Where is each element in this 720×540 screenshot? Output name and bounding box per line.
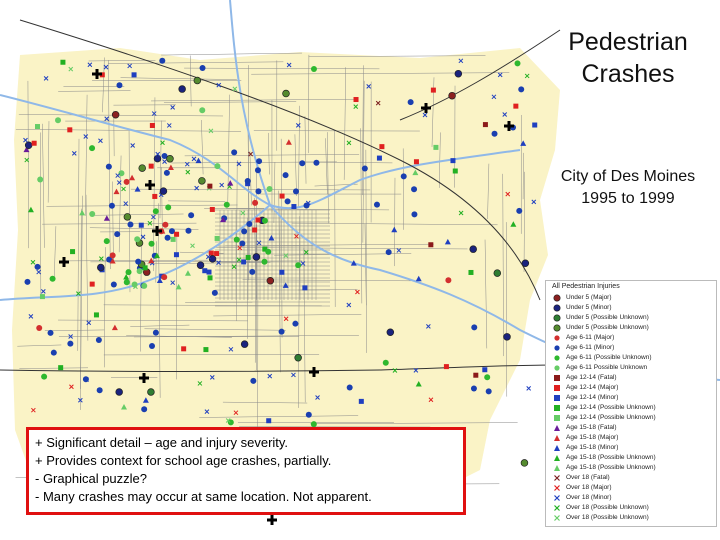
crash-marker (135, 259, 141, 265)
crash-marker (293, 188, 299, 194)
crash-marker (55, 117, 61, 123)
crash-marker (141, 283, 147, 289)
legend-symbol-icon (552, 433, 562, 442)
legend-symbol-icon (552, 513, 562, 522)
legend-label: Under 5 (Major) (566, 294, 612, 301)
crash-marker (152, 194, 157, 199)
crash-marker (25, 142, 32, 149)
crash-marker (89, 211, 95, 217)
legend-label: Age 15-18 (Possible Unknown) (566, 464, 656, 471)
crash-marker (124, 179, 130, 185)
legend-label: Age 12-14 (Possible Unknown) (566, 414, 656, 421)
crash-marker (162, 222, 168, 228)
crash-marker (137, 268, 143, 274)
legend-item (552, 403, 656, 412)
crash-marker (408, 99, 414, 105)
crash-marker (165, 235, 171, 241)
crash-marker (150, 123, 155, 128)
subtitle-years: 1995 to 1999 (581, 190, 675, 207)
legend-item (552, 513, 649, 522)
crash-marker (58, 365, 63, 370)
crash-marker (41, 374, 47, 380)
crash-marker (200, 65, 206, 71)
crash-marker (295, 354, 302, 361)
crash-marker (111, 282, 117, 288)
crash-marker (261, 259, 267, 265)
crash-marker (124, 213, 131, 220)
crash-marker (532, 123, 537, 128)
legend-symbol-icon (552, 423, 562, 432)
crash-marker (453, 168, 458, 173)
legend-symbol-icon (552, 303, 562, 312)
crash-marker (36, 325, 42, 331)
legend-item (552, 303, 612, 312)
legend-item (552, 293, 612, 302)
legend-label: Age 12-14 (Possible Unknown) (566, 404, 656, 411)
legend-item (552, 483, 612, 492)
crash-marker (449, 92, 456, 99)
legend-item (552, 473, 610, 482)
crash-marker (255, 188, 261, 194)
legend-label: Over 18 (Possible Unknown) (566, 514, 649, 521)
crash-marker (471, 324, 477, 330)
legend-symbol-icon (552, 323, 562, 332)
crash-marker (116, 82, 122, 88)
legend-item (552, 503, 649, 512)
crash-marker (484, 374, 490, 380)
legend-label: Age 6-11 (Major) (566, 334, 615, 341)
crash-marker (256, 217, 261, 222)
crash-marker (224, 202, 230, 208)
crash-marker (252, 227, 257, 232)
legend-symbol-icon (552, 453, 562, 462)
crash-marker (164, 170, 170, 176)
legend-symbol-icon (552, 503, 562, 512)
legend-item (552, 413, 656, 422)
legend-item (552, 463, 656, 472)
crash-marker (306, 412, 312, 418)
crash-marker (285, 198, 291, 204)
crash-marker (283, 172, 289, 178)
crash-marker (97, 264, 104, 271)
crash-marker (302, 285, 307, 290)
crash-marker (89, 145, 95, 151)
crash-marker (181, 346, 186, 351)
crash-marker (386, 249, 392, 255)
crash-marker (199, 107, 205, 113)
crash-marker (354, 97, 359, 102)
crash-marker (267, 277, 274, 284)
crash-marker (90, 282, 95, 287)
legend-symbol-icon (552, 393, 562, 402)
note-line: - Graphical puzzle? (35, 471, 147, 486)
crash-marker (167, 155, 174, 162)
crash-marker (139, 223, 144, 228)
crash-marker (154, 155, 161, 162)
crash-marker (32, 141, 37, 146)
legend-item (552, 373, 617, 382)
notes-box (26, 427, 466, 515)
crash-marker (215, 236, 220, 241)
legend-symbol-icon (552, 333, 562, 342)
legend-symbol-icon (552, 463, 562, 472)
crash-marker (124, 279, 130, 285)
crash-marker (411, 211, 417, 217)
crash-marker (104, 238, 110, 244)
crash-marker (253, 254, 260, 261)
crash-marker (116, 389, 123, 396)
legend-label: Under 5 (Minor) (566, 304, 612, 311)
legend-label: Age 12-14 (Major) (566, 384, 619, 391)
crash-marker (401, 173, 407, 179)
legend-symbol-icon (552, 493, 562, 502)
crash-marker (197, 262, 204, 269)
crash-marker (250, 378, 256, 384)
crash-marker (149, 241, 155, 247)
crash-marker (444, 364, 449, 369)
legend-item (552, 363, 647, 372)
legend-item (552, 393, 618, 402)
crash-marker (48, 330, 54, 336)
crash-marker (471, 386, 477, 392)
crash-marker (245, 178, 251, 184)
crash-marker (483, 122, 488, 127)
crash-marker (110, 252, 116, 258)
crash-marker (295, 262, 301, 268)
crash-marker (50, 276, 56, 282)
crash-marker (470, 246, 477, 253)
legend-label: Over 18 (Minor) (566, 494, 612, 501)
crash-marker (313, 160, 319, 166)
crash-marker (132, 72, 137, 77)
crash-marker (256, 158, 262, 164)
crash-marker (265, 249, 271, 255)
crash-marker (246, 221, 252, 227)
crash-marker (450, 158, 455, 163)
crash-marker (411, 186, 417, 192)
crash-marker (214, 163, 220, 169)
crash-marker (171, 237, 176, 242)
crash-marker (234, 237, 240, 243)
crash-marker (292, 321, 298, 327)
crash-marker (241, 228, 247, 234)
crash-marker (199, 177, 206, 184)
crash-marker (51, 350, 57, 356)
crash-marker (362, 165, 368, 171)
crash-marker (141, 406, 147, 412)
crash-marker (185, 228, 191, 234)
crash-marker (149, 164, 154, 169)
legend-item (552, 343, 614, 352)
legend-title: All Pedestrian Injuries (552, 283, 620, 290)
legend-symbol-icon (552, 483, 562, 492)
crash-marker (174, 232, 179, 237)
legend-symbol-icon (552, 343, 562, 352)
crash-marker (127, 222, 133, 228)
crash-marker (96, 337, 102, 343)
crash-marker (112, 111, 119, 118)
crash-marker (387, 329, 394, 336)
crash-marker (35, 124, 40, 129)
crash-marker (149, 343, 155, 349)
legend-symbol-icon (552, 293, 562, 302)
crash-marker (299, 160, 305, 166)
crash-marker (255, 167, 261, 173)
crash-marker (159, 58, 165, 64)
crash-marker (24, 279, 30, 285)
crash-marker (513, 104, 518, 109)
crash-marker (174, 252, 179, 257)
crash-marker (134, 236, 140, 242)
crash-marker (492, 131, 498, 137)
crash-marker (311, 66, 317, 72)
crash-marker (279, 270, 284, 275)
crash-marker (514, 60, 520, 66)
crash-marker (114, 231, 120, 237)
crash-marker (194, 77, 201, 84)
legend-item (552, 313, 649, 322)
crash-marker (249, 269, 255, 275)
crash-marker (169, 228, 175, 234)
note-line: + Provides context for school age crashes, partially. (35, 453, 332, 468)
crash-marker (267, 186, 273, 192)
crash-marker (291, 204, 296, 209)
legend-item (552, 433, 618, 442)
legend-label: Age 6-11 (Possible Unknown) (566, 354, 652, 361)
crash-marker (203, 347, 208, 352)
crash-marker (482, 367, 487, 372)
crash-marker (374, 202, 380, 208)
crash-marker (283, 90, 290, 97)
crash-marker (379, 144, 384, 149)
crash-marker (241, 259, 246, 264)
legend-label: Over 18 (Possible Unknown) (566, 504, 649, 511)
crash-marker (494, 270, 501, 277)
crash-marker (433, 145, 438, 150)
crash-marker (239, 240, 245, 246)
crash-marker (431, 88, 436, 93)
crash-marker (279, 329, 285, 335)
legend-symbol-icon (552, 313, 562, 322)
legend-item (552, 423, 617, 432)
crash-marker (206, 270, 211, 275)
crash-marker (210, 207, 215, 212)
crash-marker (126, 269, 132, 275)
legend-label: Under 5 (Possible Unknown) (566, 324, 649, 331)
legend-item (552, 443, 618, 452)
crash-marker (188, 212, 194, 218)
crash-marker (40, 294, 45, 299)
crash-marker (347, 385, 353, 391)
crash-marker (522, 260, 529, 267)
crash-marker (455, 70, 462, 77)
note-line: - Many crashes may occur at same location. Not apparent. (35, 489, 372, 504)
legend-label: Age 15-18 (Fatal) (566, 424, 617, 431)
crash-marker (153, 330, 159, 336)
legend-symbol-icon (552, 353, 562, 362)
crash-marker (94, 312, 99, 317)
crash-marker (246, 255, 251, 260)
crash-marker (83, 376, 89, 382)
crash-marker (266, 418, 271, 423)
crash-marker (165, 204, 171, 210)
legend-item (552, 453, 656, 462)
legend-symbol-icon (552, 373, 562, 382)
crash-marker (521, 460, 528, 467)
legend-label: Age 12-14 (Fatal) (566, 374, 617, 381)
subtitle-city: City of Des Moines (560, 168, 696, 185)
crash-marker (132, 281, 138, 287)
crash-marker (280, 194, 285, 199)
crash-marker (486, 388, 492, 394)
crash-marker (209, 251, 214, 256)
crash-marker (67, 127, 72, 132)
crash-marker (153, 208, 159, 214)
legend-label: Age 6-11 (Minor) (566, 344, 615, 351)
crash-marker (106, 164, 112, 170)
crash-marker (60, 60, 65, 65)
crash-marker (67, 341, 73, 347)
crash-marker (161, 274, 167, 280)
crash-marker (179, 86, 186, 93)
legend-label: Under 5 (Possible Unknown) (566, 314, 649, 321)
legend-label: Age 15-18 (Major) (566, 434, 619, 441)
legend-symbol-icon (552, 413, 562, 422)
crash-marker (70, 249, 75, 254)
crash-marker (252, 200, 258, 206)
crash-marker (428, 242, 433, 247)
map-legend (545, 280, 717, 527)
legend-symbol-icon (552, 403, 562, 412)
crash-marker (148, 389, 155, 396)
legend-item (552, 323, 649, 332)
crash-marker (139, 165, 146, 172)
legend-label: Over 18 (Major) (566, 484, 612, 491)
crash-marker (504, 333, 511, 340)
legend-symbol-icon (552, 473, 562, 482)
crash-marker (214, 251, 219, 256)
crash-marker (143, 265, 148, 270)
legend-item (552, 333, 614, 342)
legend-item (552, 383, 618, 392)
legend-label: Over 18 (Fatal) (566, 474, 610, 481)
crash-marker (516, 208, 522, 214)
map-title: Pedestrian Crashes (568, 28, 688, 88)
crash-marker (37, 177, 43, 183)
legend-symbol-icon (552, 383, 562, 392)
note-line: + Significant detail – age and injury severity. (35, 435, 289, 450)
crash-marker (359, 399, 364, 404)
crash-marker (241, 341, 248, 348)
crash-marker (231, 149, 237, 155)
crash-marker (212, 290, 218, 296)
crash-marker (473, 373, 478, 378)
legend-label: Age 15-18 (Possible Unknown) (566, 454, 656, 461)
crash-marker (262, 218, 268, 224)
legend-label: Age 6-11 Possible Unknown (566, 364, 648, 371)
crash-marker (35, 264, 41, 270)
legend-item (552, 353, 652, 362)
crash-marker (468, 270, 473, 275)
legend-symbol-icon (552, 363, 562, 372)
crash-marker (109, 203, 115, 209)
legend-label: Age 12-14 (Minor) (566, 394, 619, 401)
crash-marker (414, 159, 419, 164)
legend-label: Age 15-18 (Minor) (566, 444, 619, 451)
crash-marker (160, 188, 167, 195)
crash-marker (383, 360, 389, 366)
crash-marker (445, 277, 451, 283)
crash-marker (207, 184, 212, 189)
crash-marker (518, 86, 524, 92)
map-subtitle (538, 166, 718, 210)
crash-marker (377, 156, 382, 161)
legend-symbol-icon (552, 443, 562, 452)
crash-marker (97, 387, 103, 393)
legend-item (552, 493, 612, 502)
crash-marker (208, 275, 213, 280)
